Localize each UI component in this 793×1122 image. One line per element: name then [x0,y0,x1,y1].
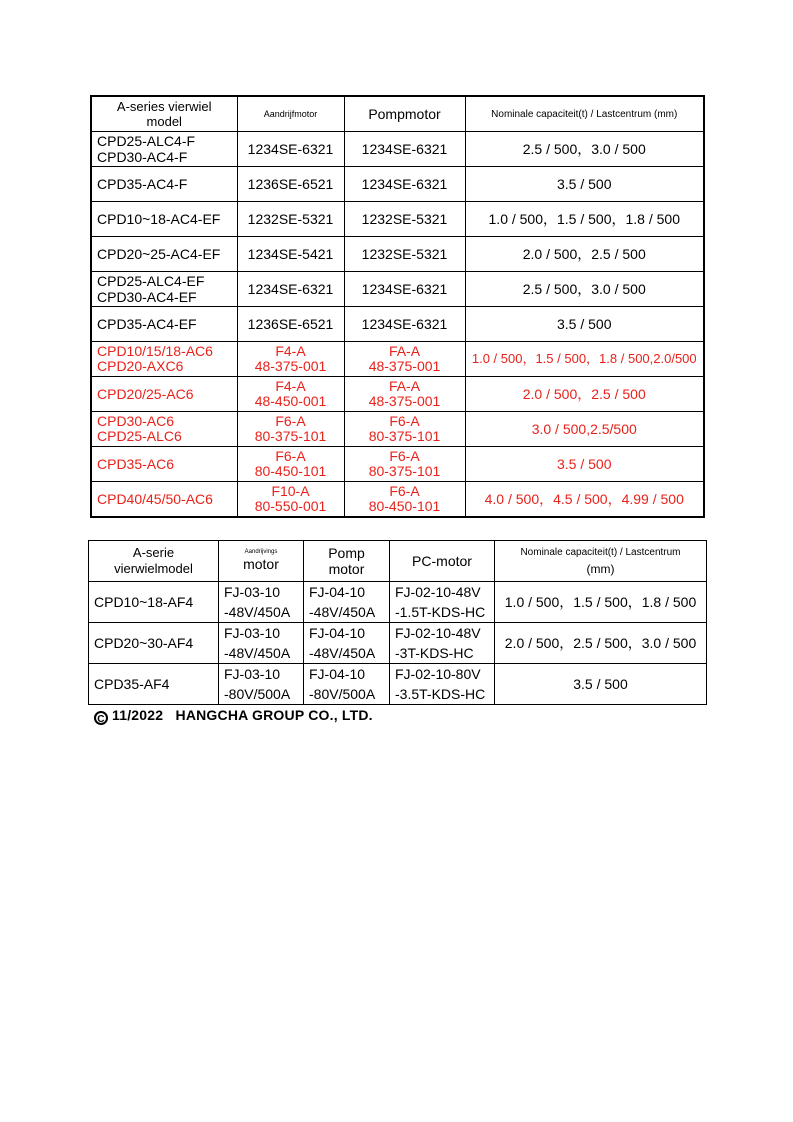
table-row [91,272,704,307]
drive-motor-cell: F4-A 48-450-001 [237,377,344,412]
capacity-cell: 1.0 / 500，1.5 / 500，1.8 / 500,2.0/500 [465,342,704,377]
table-row [91,482,704,518]
table-row [89,623,707,664]
header-model: A-series vierwiel model [91,96,237,132]
pump-motor-cell: FJ-04-10 -48V/450A [304,623,390,664]
table-row [91,132,704,167]
model-cell: CPD20~25-AC4-EF [91,237,237,272]
pump-motor-cell: FJ-04-10 -80V/500A [304,664,390,705]
pump-motor-cell: FA-A 48-375-001 [344,342,465,377]
table-row [91,167,704,202]
drive-motor-cell: 1236SE-6521 [237,307,344,342]
drive-motor-cell: FJ-03-10 -80V/500A [219,664,304,705]
capacity-cell: 3.5 / 500 [465,167,704,202]
drive-motor-cell: 1234SE-5421 [237,237,344,272]
pump-motor-cell: 1234SE-6321 [344,132,465,167]
copyright-footer [94,707,373,725]
pump-motor-cell: 1234SE-6321 [344,272,465,307]
pump-motor-cell: FJ-04-10 -48V/450A [304,582,390,623]
table-header-row [91,96,704,132]
drive-motor-cell: F6-A 80-375-101 [237,412,344,447]
drive-motor-cell: F10-A 80-550-001 [237,482,344,518]
footer-text: 11/2022 HANGCHA GROUP CO., LTD. [112,707,373,723]
model-cell: CPD25-ALC4-EF CPD30-AC4-EF [91,272,237,307]
table-row [91,412,704,447]
table-row [91,307,704,342]
drive-motor-cell: 1234SE-6321 [237,132,344,167]
table-row [91,377,704,412]
header-pump-motor: Pomp motor [304,541,390,582]
drive-motor-cell: F4-A 48-375-001 [237,342,344,377]
drive-motor-cell: FJ-03-10 -48V/450A [219,623,304,664]
header-model: A-serie vierwielmodel [89,541,219,582]
model-cell: CPD10~18-AF4 [89,582,219,623]
header-drive-motor: Aandrijvings motor [219,541,304,582]
model-cell: CPD35-AC4-EF [91,307,237,342]
header-pump-motor: Pompmotor [344,96,465,132]
model-cell: CPD35-AC6 [91,447,237,482]
pump-motor-cell: 1232SE-5321 [344,237,465,272]
pc-motor-cell: FJ-02-10-48V -1.5T-KDS-HC [390,582,495,623]
capacity-cell: 2.0 / 500，2.5 / 500，3.0 / 500 [495,623,707,664]
capacity-cell: 3.5 / 500 [495,664,707,705]
capacity-cell: 2.0 / 500，2.5 / 500 [465,377,704,412]
header-pc-motor: PC-motor [390,541,495,582]
copyright-icon: C [94,711,108,725]
pump-motor-cell: 1232SE-5321 [344,202,465,237]
model-cell: CPD35-AC4-F [91,167,237,202]
model-cell: CPD40/45/50-AC6 [91,482,237,518]
capacity-cell: 4.0 / 500，4.5 / 500，4.99 / 500 [465,482,704,518]
header-capacity: Nominale capaciteit(t) / Lastcentrum (mm) [495,541,707,582]
af4-motor-table [88,540,707,705]
table-row [91,237,704,272]
header-drive-motor: Aandrijfmotor [237,96,344,132]
model-cell: CPD20~30-AF4 [89,623,219,664]
capacity-cell: 1.0 / 500，1.5 / 500，1.8 / 500 [495,582,707,623]
model-cell: CPD10/15/18-AC6 CPD20-AXC6 [91,342,237,377]
capacity-cell: 2.5 / 500，3.0 / 500 [465,272,704,307]
model-cell: CPD25-ALC4-F CPD30-AC4-F [91,132,237,167]
model-cell: CPD30-AC6 CPD25-ALC6 [91,412,237,447]
table-row [91,202,704,237]
pc-motor-cell: FJ-02-10-48V -3T-KDS-HC [390,623,495,664]
model-cell: CPD35-AF4 [89,664,219,705]
table-row [91,447,704,482]
capacity-cell: 3.5 / 500 [465,307,704,342]
table-row [91,342,704,377]
drive-motor-cell: 1234SE-6321 [237,272,344,307]
drive-motor-cell: FJ-03-10 -48V/450A [219,582,304,623]
pump-motor-cell: F6-A 80-375-101 [344,447,465,482]
pump-motor-cell: 1234SE-6321 [344,307,465,342]
pump-motor-cell: F6-A 80-375-101 [344,412,465,447]
header-capacity: Nominale capaciteit(t) / Lastcentrum (mm) [465,96,704,132]
pump-motor-cell: F6-A 80-450-101 [344,482,465,518]
capacity-cell: 2.5 / 500，3.0 / 500 [465,132,704,167]
a-series-motor-table [90,95,705,518]
drive-motor-cell: 1236SE-6521 [237,167,344,202]
model-cell: CPD10~18-AC4-EF [91,202,237,237]
capacity-cell: 3.5 / 500 [465,447,704,482]
pc-motor-cell: FJ-02-10-80V -3.5T-KDS-HC [390,664,495,705]
capacity-cell: 2.0 / 500，2.5 / 500 [465,237,704,272]
pump-motor-cell: FA-A 48-375-001 [344,377,465,412]
capacity-cell: 3.0 / 500,2.5/500 [465,412,704,447]
capacity-cell: 1.0 / 500，1.5 / 500，1.8 / 500 [465,202,704,237]
model-cell: CPD20/25-AC6 [91,377,237,412]
drive-motor-cell: 1232SE-5321 [237,202,344,237]
table-header-row [89,541,707,582]
pump-motor-cell: 1234SE-6321 [344,167,465,202]
table-row [89,582,707,623]
table-row [89,664,707,705]
drive-motor-cell: F6-A 80-450-101 [237,447,344,482]
